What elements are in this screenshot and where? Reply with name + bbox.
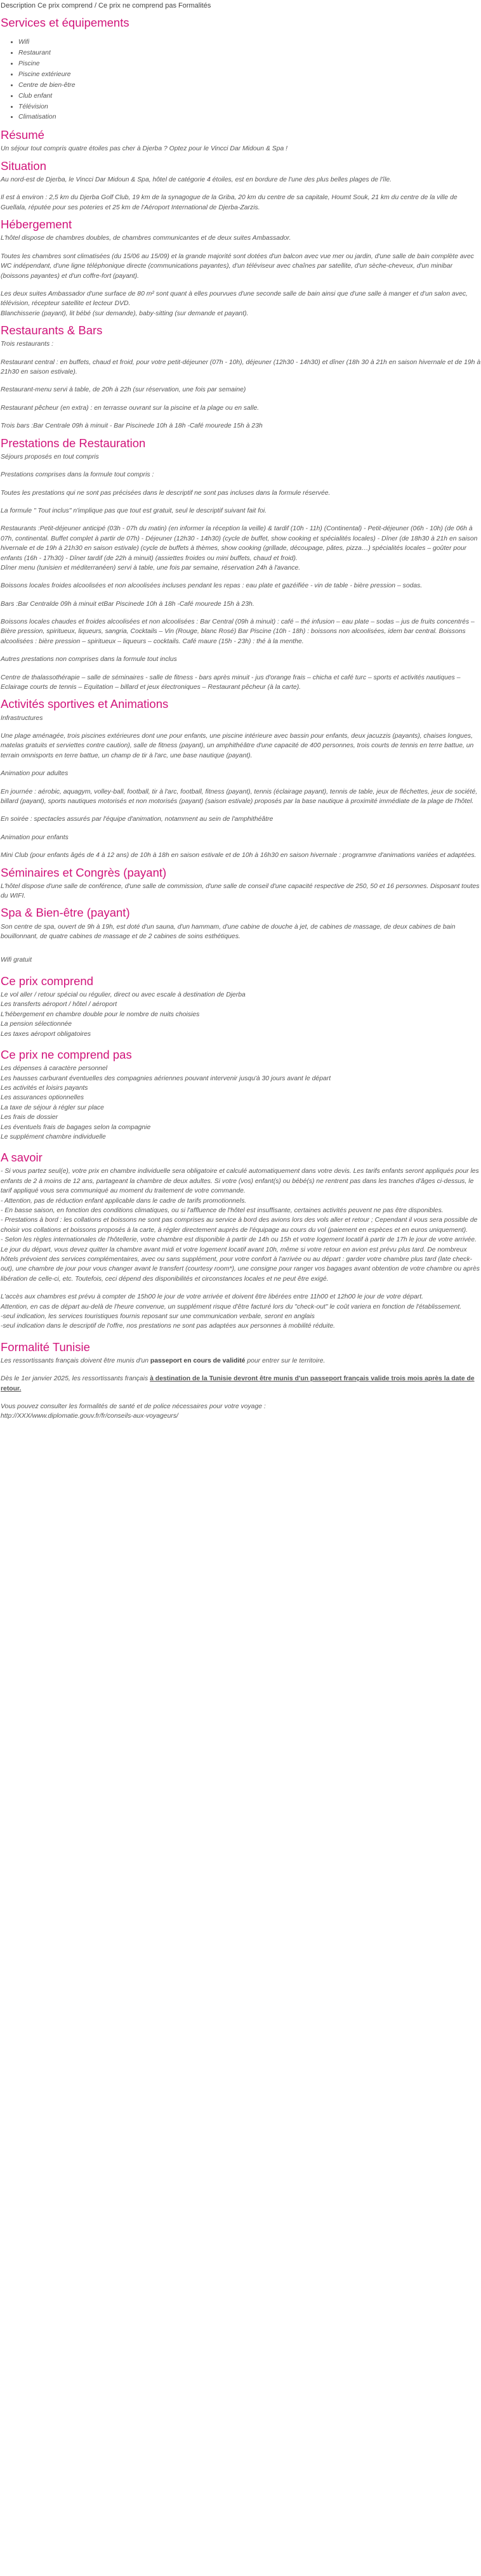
savoir-p6d: -seul indication dans le descriptif de l'offre, nos prestations ne sont pas adaptées aux personnes à mobilité réduite. — [1, 1323, 336, 1330]
services-list — [0, 37, 481, 123]
activites-subtitle: Infrastructures — [1, 714, 43, 722]
hebergement-p3a: Les deux suites Ambassador d'une surface de 80 m² sont quant à elles pourvues d'une seconde salle de bain ainsi que d'une salle à manger et d'un salon avec, télévision, récepteur satellite et lecteur DVD. — [1, 290, 468, 308]
savoir-p6c: -seul indication, les services touristiques fournis reposant sur une communication verbale, seront en anglais — [1, 1312, 315, 1320]
breadcrumb: Description Ce prix comprend / Ce prix ne comprend pas Formalités — [1, 2, 211, 10]
formalite-link-paragraph — [1, 1411, 481, 1421]
hebergement-p2: Toutes les chambres sont climatisées (du 15/06 au 15/09) et la grande majorité sont dotées d'un balcon avec vue mer ou jardin, d'une salle de bain complète avec WC indépendant, d'une ligne téléphonique directe (communications payantes), d'un téléviseur avec chaînes par satellite, d'un sèche-cheveux, d'un minibar (boissons payantes) et d'un coffre-fort (payant). — [1, 252, 474, 280]
list-item: Les assurances optionnelles — [1, 1094, 84, 1102]
comprend-title: Ce prix comprend — [1, 974, 94, 988]
service-item: • Télévision — [18, 102, 481, 113]
comprend-list — [1, 990, 481, 1039]
formalite-p1-text: Les ressortissants français doivent être munis d'un — [1, 1357, 150, 1364]
savoir-p6b: Attention, en cas de départ au-delà de l'heure convenue, un supplément risque d'être facturé lors du "check-out" le coût variera en fonction de l'établissement. — [1, 1303, 462, 1311]
prestations-p6: Bars :Bar Centralde 09h à minuit etBar Piscinede 10h à 18h -Café mourede 15h à 23h. — [1, 600, 254, 608]
situation-title: Situation — [1, 159, 46, 173]
savoir-p4: - Prestations à bord : les collations et boissons ne sont pas comprises au service à bord des avions lors des vols aller et retour ; Cependant il vous sera possible de choisir vos collations et boissons proposés à la carte, à régler directement auprès de l'équipage au cours du vol (paiement en espèces et en euros uniquement). — [1, 1217, 478, 1234]
list-item: Le vol aller / retour spécial ou régulier, direct ou avec escale à destination de Djerba — [1, 991, 246, 999]
hebergement-p1: L'hôtel dispose de chambres doubles, de chambres communicantes et de deux suites Ambassador. — [1, 235, 291, 242]
spa-p2: Wifi gratuit — [1, 957, 32, 964]
prestations-p7: Boissons locales chaudes et froides alcoolisées et non alcoolisées : Bar Central (09h à minuit) : café – thé infusion – eau plate – sodas – jus de fruits concentrés – Bière pression, spiritueux, liqueurs, sangria, Cocktails – Vin (Rouge, blanc Rosé) Bar Piscine (10h - 18h) : boissons non alcoolisées, idem bar central. Boissons alcoolisées : bière pression – spiritueux – liqueurs – cocktails. Café maure (15h - 23h) : thé à la menthe. — [1, 618, 475, 645]
activites-title: Activités sportives et Animations — [1, 697, 169, 711]
list-item: Les hausses carburant éventuelles des compagnies aériennes pouvant intervenir jusqu'à 30 jours avant le départ — [1, 1075, 331, 1082]
list-item: Les frais de dossier — [1, 1114, 58, 1121]
situation-p1: Au nord-est de Djerba, le Vincci Dar Midoun & Spa, hôtel de catégorie 4 étoiles, est en bordure de l'une des plus belles plages de l'île. — [1, 176, 392, 183]
service-item: • Club enfant — [18, 91, 481, 102]
service-item: • Wifi — [18, 37, 481, 48]
formalite-passport-bold: passeport en cours de validité — [150, 1357, 246, 1364]
service-item: • Climatisation — [18, 112, 481, 123]
restaurants-p4: Trois bars :Bar Centrale 09h à minuit - Bar Piscinede 10h à 18h -Café mourede 15h à 23h — [1, 422, 263, 430]
prestations-p9: Centre de thalassothérapie – salle de séminaires - salle de fitness - bars après minuit - jus d'orange frais – chicha et café turc – sports et activités nautiques – Eclairage courts de tennis – Equitation – billard et jeux électroniques – Restaurant pêcheur (à la carte). — [1, 674, 461, 691]
restaurants-p1: Restaurant central : en buffets, chaud et froid, pour votre petit-déjeuner (07h - 10h), déjeuner (12h30 - 14h30) et dîner (18h 30 à 21h en saison hivernale et de 19h à 21h30 en saison estivale). — [1, 358, 481, 376]
list-item: Les activités et loisirs payants — [1, 1084, 88, 1092]
prestations-p1: Prestations comprises dans la formule tout compris : — [1, 471, 154, 479]
prestations-title: Prestations de Restauration — [1, 436, 146, 450]
restaurants-p2: Restaurant-menu servi à table, de 20h à 22h (sur réservation, une fois par semaine) — [1, 386, 246, 394]
prestations-p4a: Restaurants :Petit-déjeuner anticipé (03h - 07h du matin) (en informer la réception la veille) & tardif (10h - 11h) (Continental) - Petit-déjeuner (06h - 10h) (de 06h à 07h, continental. Buffet complet à partir de 07h) - Déjeuner (12h30 - 14h30) (cycle de buffet, show cooking et spécialités locales) - Dîner (de 18h30 à 21h en saison hivernale et de 19h à 21h30 en saison estivale) (cycle de buffets à thèmes, show cooking (grillade, découpage, pâtes, pizza…) spécialités locales – goûter pour enfants (16h - 17h30) - Dîner tardif (de 22h à minuit) (assiettes froides ou mini buffets, chaud et froid). — [1, 525, 478, 562]
savoir-p5: - Selon les règles internationales de l'hôtellerie, votre chambre est disponible à partir de 14h ou 15h et votre logement locatif à partir de 17h le jour de votre arrivée. Le jour du départ, vous devez quitter la chambre avant midi et votre logement locatif avant 10h, même si votre retour en avion est prévu plus tard. De nombreux hôtels prévoient des services complémentaires, avec ou sans supplément, pour votre confort à l'arrivée ou au départ : garder votre chambre plus tard (late check-out), une chambre de jour pour vous changer avant le transfert (courtesy room*), une consigne pour ranger vos bagages avant obtention de votre chambre ou après libération de celle-ci, etc. Toutefois, ceci dépend des disponibilités et circonstances locales et ne peut être exigé. — [1, 1236, 480, 1283]
service-item: • Piscine extérieure — [18, 70, 481, 81]
prestations-p3: La formule " Tout inclus" n'implique pas que tout est gratuit, seul le descriptif suivant fait foi. — [1, 507, 267, 514]
prestations-subtitle: Séjours proposés en tout compris — [1, 453, 99, 461]
list-item: Les taxes aéroport obligatoires — [1, 1030, 91, 1038]
savoir-p3: - En basse saison, en fonction des conditions climatiques, ou si l'affluence de l'hôtel est insuffisante, certaines activités peuvent ne pas être disponibles. — [1, 1207, 444, 1215]
list-item: Les éventuels frais de bagages selon la compagnie — [1, 1123, 151, 1131]
spa-p1: Son centre de spa, ouvert de 9h à 19h, est doté d'un sauna, d'un hammam, d'une cabine de douche à jet, de cabines de massage, de deux cabines de bain bouillonnant, de quatre cabines de massage et de 2 cabines de soins esthétiques. — [1, 923, 456, 941]
activites-p6: Mini Club (pour enfants âgés de 4 à 12 ans) de 10h à 18h en saison estivale et de 10h à 16h30 en saison hivernale : programme d'animations variées et adaptées. — [1, 852, 477, 860]
list-item: Les dépenses à caractère personnel — [1, 1065, 108, 1073]
formalite-p1-text-end: pour entrer sur le territoire. — [245, 1357, 326, 1364]
list-item: Le supplément chambre individuelle — [1, 1133, 106, 1141]
seminaires-title: Séminaires et Congrès (payant) — [1, 865, 167, 879]
restaurants-title: Restaurants & Bars — [1, 324, 103, 337]
prestations-p5: Boissons locales froides alcoolisées et non alcoolisées incluses pendant les repas : eau plate et gazéifiée - vin de table - bière pression – sodas. — [1, 582, 423, 590]
activites-p5: Animation pour enfants — [1, 834, 69, 841]
savoir-p1: - Si vous partez seul(e), votre prix en chambre individuelle sera obligatoire et calculé automatiquement dans votre devis. Les tarifs enfants seront appliqués pour les enfants de 2 à moins de 12 ans, partageant la chambre de deux adultes. Si votre (vos) enfant(s) ou bébé(s) ne rentrent pas dans les tranches d'âges ci-dessus, le tarif appliqué vous sera communiqué au moment du traitement de votre commande. — [1, 1168, 479, 1195]
service-item: • Piscine — [18, 59, 481, 70]
situation-p2: Il est à environ : 2,5 km du Djerba Golf Club, 19 km de la synagogue de la Griba, 20 km du centre de sa capitale, Houmt Souk, 21 km du centre de la ville de Guellala, réputée pour ses poteries et 25 km de l'Aéroport International de Djerba-Zarzis. — [1, 194, 458, 211]
formalite-p1 — [1, 1356, 481, 1366]
list-item: L'hébergement en chambre double pour le nombre de nuits choisies — [1, 1010, 200, 1018]
ne-comprend-list — [1, 1064, 481, 1142]
resume-text: Un séjour tout compris quatre étoiles pas cher à Djerba ? Optez pour le Vincci Dar Midoun & Spa ! — [1, 145, 288, 153]
activites-p3: En journée : aérobic, aquagym, volley-ball, football, tir à l'arc, football, fitness (payant), tennis (éclairage payant), tennis de table, jeux de fléchettes, jeux de société, billard (payant), sports nautiques motorisés et non motorisés (payant) (saison estivale) proposés par la base nautique à proximité immédiate de la plage de l'hôtel. — [1, 788, 478, 805]
resume-title: Résumé — [1, 128, 44, 142]
prestations-p4b: Dîner menu (tunisien et méditerranéen) servi à table, une fois par semaine, réservation 24h à l'avance. — [1, 564, 301, 572]
formalite-title: Formalité Tunisie — [1, 1340, 90, 1354]
diplomatie-link[interactable]: http://XXX/www.diplomatie.gouv.fr/fr/conseils-aux-voyageurs/ — [1, 1413, 178, 1420]
list-item: La taxe de séjour à régler sur place — [1, 1104, 104, 1111]
activites-p4: En soirée : spectacles assurés par l'équipe d'animation, notamment au sein de l'amphithéâtre — [1, 816, 273, 823]
formalite-p2 — [1, 1374, 481, 1394]
savoir-p6a: L'accès aux chambres est prévu à compter de 15h00 le jour de votre arrivée et doivent être libérées entre 11h00 et 12h00 le jour de votre départ. — [1, 1293, 424, 1301]
activites-p1: Une plage aménagée, trois piscines extérieures dont une pour enfants, une piscine intérieure avec bassin pour enfants, deux jacuzzis (payants), chaises longues, matelas gratuits et serviettes contre caution), salle de fitness (payant), un amphithéâtre d'une capacité de 400 personnes, trois courts de tennis en terre battue, un terrain omnisports en terre battue, un champ de tir à l'arc, une base nautique (payant). — [1, 733, 474, 759]
prestations-p2: Toutes les prestations qui ne sont pas précisées dans le descriptif ne sont pas incluses dans la formule réservée. — [1, 489, 331, 497]
service-item: • Restaurant — [18, 48, 481, 59]
formalite-p2-text: Dès le 1er janvier 2025, les ressortissants français — [1, 1375, 150, 1383]
restaurants-p3: Restaurant pêcheur (en extra) : en terrasse ouvrant sur la piscine et la plage ou en salle. — [1, 404, 260, 412]
savoir-title: A savoir — [1, 1151, 43, 1165]
activites-p2: Animation pour adultes — [1, 770, 69, 778]
restaurants-subtitle: Trois restaurants : — [1, 341, 53, 348]
hebergement-title: Hébergement — [1, 218, 72, 232]
list-item: La pension sélectionnée — [1, 1021, 72, 1028]
spa-title: Spa & Bien-être (payant) — [1, 906, 130, 920]
prestations-p8: Autres prestations non comprises dans la formule tout inclus — [1, 656, 177, 664]
ne-comprend-title: Ce prix ne comprend pas — [1, 1047, 132, 1061]
seminaires-text: L'hôtel dispose d'une salle de conférence, d'une salle de commission, d'une salle de conseil d'une capacité respective de 250, 50 et 16 personnes. Disposant toutes du WIFI. — [1, 882, 480, 900]
list-item: Les transferts aéroport / hôtel / aéroport — [1, 1001, 117, 1009]
hebergement-p3b: Blanchisserie (payant), lit bébé (sur demande), baby-sitting (sur demande et payant). — [1, 310, 249, 317]
savoir-p2: - Attention, pas de réduction enfant applicable dans le cadre de tarifs promotionnels. — [1, 1197, 247, 1205]
service-item: • Centre de bien-être — [18, 81, 481, 91]
formalite-p3: Vous pouvez consulter les formalités de santé et de police nécessaires pour votre voyage : — [1, 1403, 266, 1411]
services-title: Services et équipements — [1, 16, 129, 30]
formalite-passport-validity: à destination de la Tunisie devront être munis d'un passeport français valide trois mois après la date de retour. — [1, 1375, 475, 1392]
